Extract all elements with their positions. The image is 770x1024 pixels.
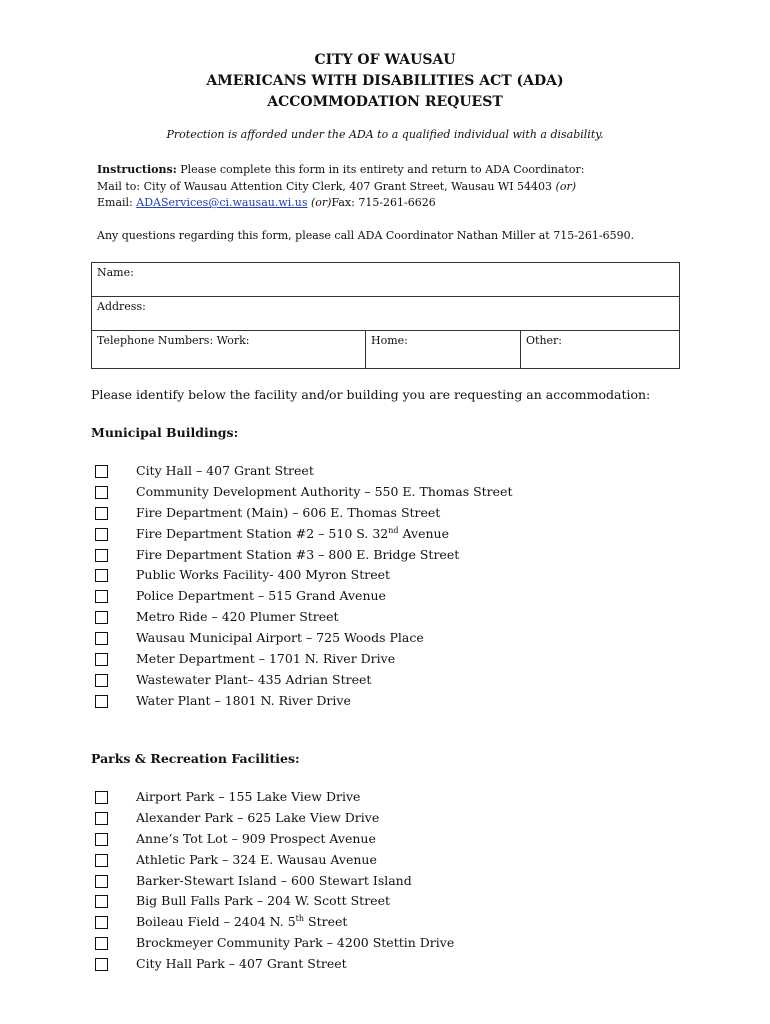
checkbox[interactable] (95, 486, 108, 499)
instructions-text: Please complete this form in its entirety and return to ADA Coordinator: (176, 163, 585, 176)
checkbox[interactable] (95, 590, 108, 603)
checkbox[interactable] (95, 507, 108, 520)
checkbox[interactable] (95, 916, 108, 929)
checkbox[interactable] (95, 695, 108, 708)
mail-to-text: Mail to: City of Wausau Attention City Clerk, 407 Grant Street, Wausau WI 54403 (97, 179, 556, 193)
checkbox[interactable] (95, 653, 108, 666)
checkbox[interactable] (95, 611, 108, 624)
checkbox[interactable] (95, 549, 108, 562)
instructions-label: Instructions: (97, 163, 177, 176)
address-field[interactable] (92, 297, 680, 331)
facility-label-main: Fire Department Station #2 – 510 S. 32 (136, 525, 389, 541)
checkbox[interactable] (95, 812, 108, 825)
facility-label: Barker-Stewart Island – 600 Stewart Island (136, 872, 412, 888)
facility-label: City Hall – 407 Grant Street (136, 463, 314, 478)
protection-note: Protection is afforded under the ADA to a qualified individual with a disability. (166, 128, 604, 141)
checkbox[interactable] (95, 937, 108, 950)
form-title (0, 50, 770, 113)
name-field[interactable] (92, 263, 680, 297)
instructions-block (97, 162, 717, 212)
or-text-1: (or) (555, 179, 577, 193)
parks-heading: Parks & Recreation Facilities: (91, 751, 300, 766)
facility-label: City Hall Park – 407 Grant Street (136, 956, 347, 972)
other-phone-label: Other: (526, 334, 562, 347)
facility-label: Athletic Park – 324 E. Wausau Avenue (136, 851, 377, 867)
contact-info-table (91, 262, 680, 369)
checkbox[interactable] (95, 569, 108, 582)
work-phone-field[interactable] (92, 331, 366, 369)
facility-label (136, 914, 347, 929)
fax-text: Fax: 715-261-6626 (331, 196, 436, 209)
other-phone-field[interactable] (521, 331, 680, 369)
questions-note: Any questions regarding this form, please call ADA Coordinator Nathan Miller at 715-261-6590. (97, 229, 635, 242)
ordinal-suffix: nd (388, 525, 399, 535)
title-line-3: ACCOMMODATION REQUEST (267, 94, 503, 110)
facility-label: Brockmeyer Community Park – 4200 Stettin Drive (136, 935, 455, 951)
facility-label: Wausau Municipal Airport – 725 Woods Place (136, 630, 424, 646)
facility-label: Public Works Facility- 400 Myron Street (136, 567, 391, 583)
checkbox[interactable] (95, 875, 108, 888)
facility-label-tail: Street (304, 914, 348, 930)
title-line-1: CITY OF WAUSAU (314, 52, 456, 68)
facility-label: Anne’s Tot Lot – 909 Prospect Avenue (136, 830, 376, 846)
title-line-2: AMERICANS WITH DISABILITIES ACT (ADA) (206, 73, 564, 89)
checkbox[interactable] (95, 854, 108, 867)
checkbox[interactable] (95, 674, 108, 687)
facility-label: Airport Park – 155 Lake View Drive (136, 789, 361, 804)
facility-label-main: Boileau Field – 2404 N. 5 (136, 914, 296, 930)
email-label: Email: (97, 196, 137, 209)
ordinal-suffix: th (295, 914, 305, 924)
checkbox[interactable] (95, 528, 108, 541)
facility-label: Big Bull Falls Park – 204 W. Scott Street (136, 893, 391, 909)
facility-label: Metro Ride – 420 Plumer Street (136, 609, 339, 625)
or-text-2: (or) (307, 196, 332, 209)
facility-label: Wastewater Plant– 435 Adrian Street (136, 671, 372, 687)
facility-label: Water Plant – 1801 N. River Drive (136, 692, 351, 708)
facility-label: Alexander Park – 625 Lake View Drive (136, 809, 380, 825)
home-phone-field[interactable] (366, 331, 521, 369)
municipal-heading: Municipal Buildings: (91, 425, 239, 440)
name-label: Name: (97, 266, 134, 279)
address-label: Address: (97, 300, 146, 313)
facility-label: Police Department – 515 Grand Avenue (136, 588, 386, 604)
home-phone-label: Home: (371, 334, 408, 347)
facility-label: Meter Department – 1701 N. River Drive (136, 651, 396, 667)
checkbox[interactable] (95, 632, 108, 645)
checkbox[interactable] (95, 895, 108, 908)
facility-label-tail: Avenue (398, 525, 449, 541)
facility-label (136, 526, 449, 541)
checkbox[interactable] (95, 958, 108, 971)
facility-label: Community Development Authority – 550 E. Thomas Street (136, 483, 513, 499)
checkbox[interactable] (95, 465, 108, 478)
checkbox[interactable] (95, 833, 108, 846)
facility-label: Fire Department (Main) – 606 E. Thomas Street (136, 504, 441, 520)
facility-label: Fire Department Station #3 – 800 E. Bridge Street (136, 546, 460, 562)
work-phone-label: Telephone Numbers: Work: (97, 334, 250, 347)
checkbox[interactable] (95, 791, 108, 804)
identify-prompt: Please identify below the facility and/or building you are requesting an accommodation: (91, 387, 651, 402)
email-link[interactable]: ADAServices@ci.wausau.wi.us (136, 196, 308, 209)
